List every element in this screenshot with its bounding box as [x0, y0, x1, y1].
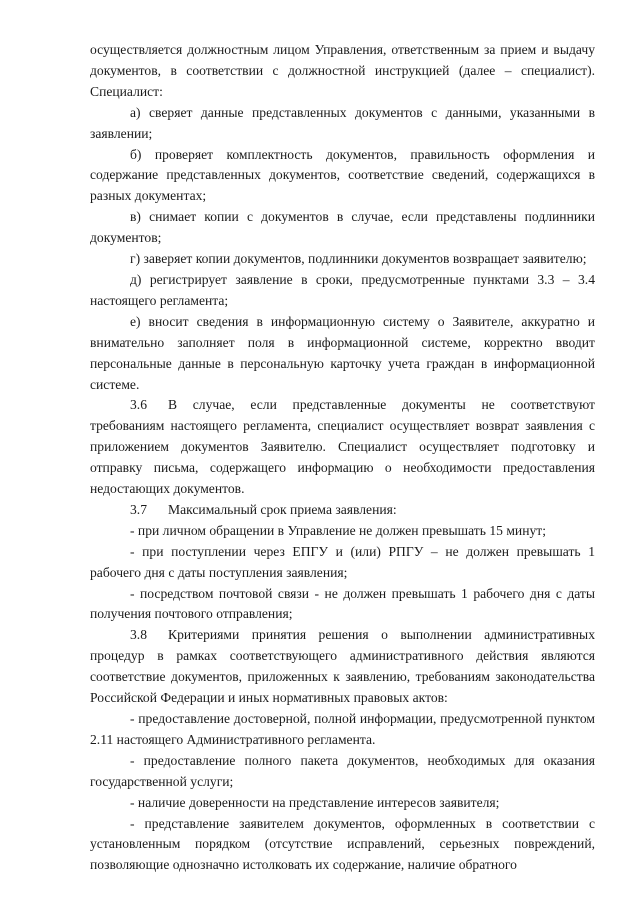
paragraph-3-8: 3.8 Критериями принятия решения о выполнении административных процедур в рамках соответствующего административного действия являются соответствие документов, приложенных к заявлению, требованиям законодательства Российской Федерации и иных нормативных правовых актов:: [90, 627, 595, 706]
paragraph-bullet-post: - посредством почтовой связи - не должен превышать 1 рабочего дня с даты получения почтового отправления;: [90, 585, 595, 622]
paragraph-item-b: б) проверяет комплектность документов, правильность оформления и содержание представленных документов, соответствие сведений, содержащихся в разных документах;: [90, 146, 595, 204]
clause-number: 3.7: [130, 501, 147, 517]
paragraph-intro: осуществляется должностным лицом Управления, ответственным за прием и выдачу документов, в соответствии с должностной инструкцией (далее – специалист). Специалист:: [90, 42, 595, 99]
paragraph-bullet-personal: - при личном обращении в Управление не должен превышать 15 минут;: [130, 522, 546, 538]
paragraph-item-d: д) регистрирует заявление в сроки, предусмотренные пунктами 3.3 – 3.4 настоящего регламента;: [90, 271, 595, 308]
paragraph-item-g: г) заверяет копии документов, подлинники документов возвращает заявителю;: [130, 251, 587, 267]
paragraph-3-7: 3.7 Максимальный срок приема заявления:: [90, 500, 595, 521]
paragraph-item-v: в) снимает копии с документов в случае, если представлены подлинники документов;: [90, 209, 595, 246]
paragraph-bullet-proxy: - наличие доверенности на представление интересов заявителя;: [130, 794, 500, 810]
document-page: [90, 40, 595, 876]
paragraph-item-e: е) вносит сведения в информационную систему о Заявителе, аккуратно и внимательно заполняет поля в информационной системе, корректно вводит персональные данные в персональную карточку учета граждан в информационной системе.: [90, 313, 595, 392]
paragraph-bullet-info: - предоставление достоверной, полной информации, предусмотренной пунктом 2.11 настоящего Административного регламента.: [90, 711, 595, 747]
paragraph-item-a: а) сверяет данные представленных документов с данными, указанными в заявлении;: [90, 104, 595, 141]
paragraph-bullet-epgu: - при поступлении через ЕПГУ и (или) РПГУ – не должен превышать 1 рабочего дня с даты поступления заявления;: [90, 543, 595, 580]
clause-number: 3.6: [130, 397, 147, 413]
paragraph-bullet-documents: - представление заявителем документов, оформленных в соответствии с установленным порядком (отсутствие исправлений, серьезных повреждений, позволяющие однозначно истолковать их содержание, наличие обратного: [90, 815, 595, 873]
clause-number: 3.8: [130, 627, 147, 643]
paragraph-bullet-package: - предоставление полного пакета документов, необходимых для оказания государственной услуги;: [90, 752, 595, 789]
paragraph-3-6: 3.6 В случае, если представленные документы не соответствуют требованиям настоящего регламента, специалист осуществляет возврат заявления с приложением документов Заявителю. Специалист осуществляет подготовку и отправку письма, содержащего информацию о необходимости предоставления недостающих документов.: [90, 397, 595, 497]
